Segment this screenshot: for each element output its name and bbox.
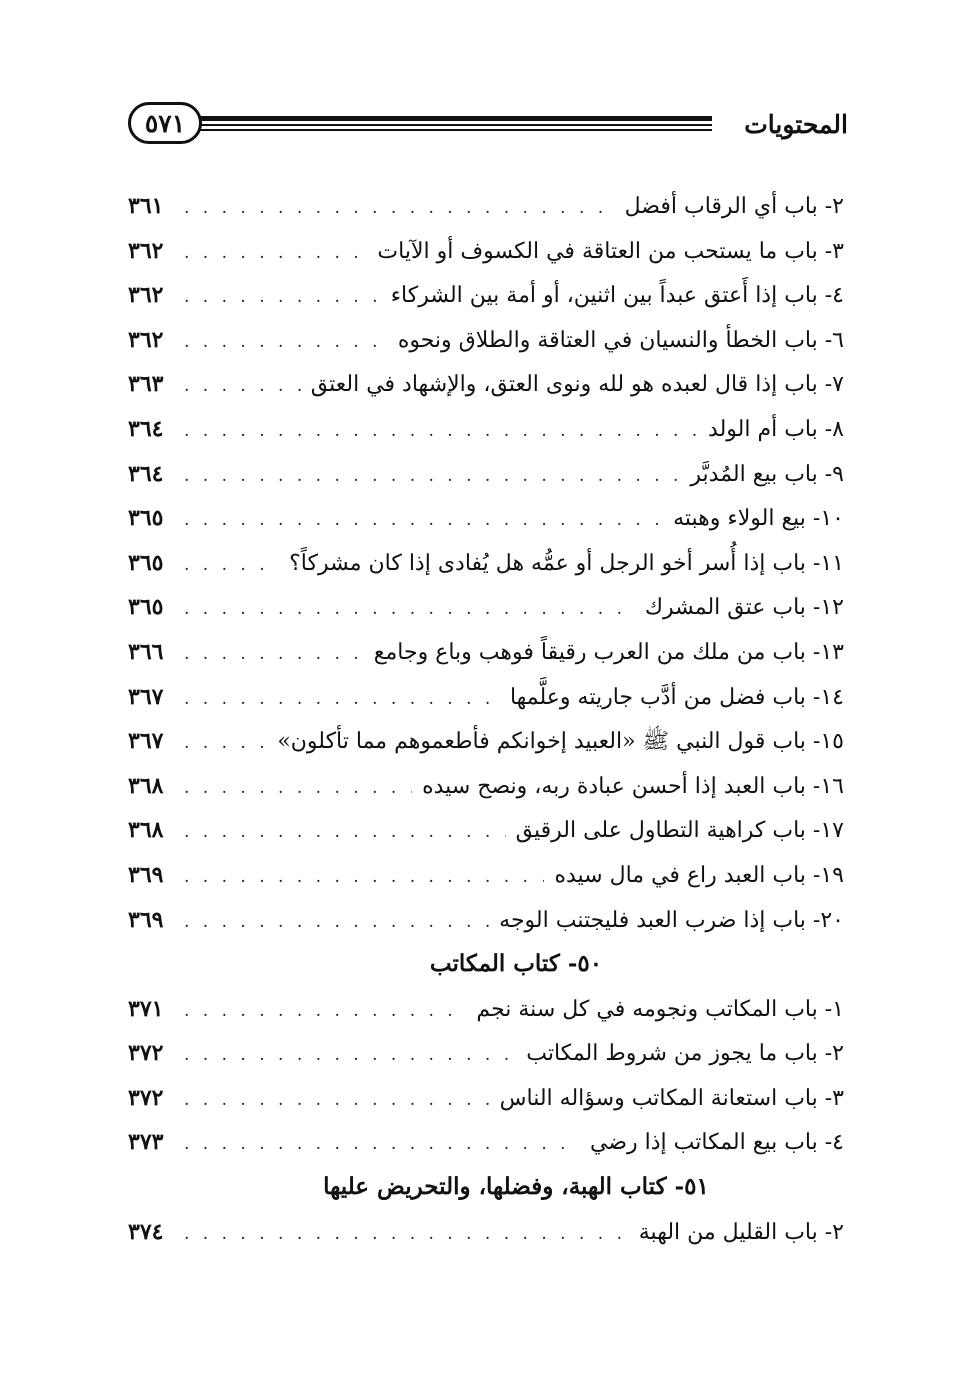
dot-leader [184,409,698,453]
toc-entry-page: ٣٦٨ [128,772,164,799]
toc-entry-label: ١٧- باب كراهية التطاول على الرقيق [515,818,844,844]
page-number: ٥٧١ [128,102,202,144]
dot-leader [184,364,301,408]
dot-leader [184,900,489,944]
toc-entry [128,541,844,586]
dot-leader [184,989,466,1033]
toc-entry-label: ١٢- باب عتق المشرك [644,595,844,621]
toc-entry-label: ١٩- باب العبد راع في مال سيده [554,862,844,888]
toc-entry-label: ٦- باب الخطأ والنسيان في العتاقة والطلاق ونحوه [397,327,844,353]
dot-leader [184,632,364,676]
toc-entry [128,808,844,853]
toc-entry-label: ١٦- باب العبد إذا أحسن عبادة ربه، ونصح سيده [422,773,844,799]
dot-leader [184,677,500,721]
toc-entry-label: ٣- باب استعانة المكاتب وسؤاله الناس [499,1085,844,1111]
toc-entry-page: ٣٦٩ [128,906,164,933]
toc-entry-page: ٣٧١ [128,995,164,1022]
toc-entry [128,1210,844,1255]
dot-leader [184,721,267,765]
toc-entry-label: ٨- باب أم الولد [708,416,844,442]
dot-leader [184,231,367,275]
toc-entry-label: ٢- باب ما يجوز من شروط المكاتب [526,1041,844,1067]
table-of-contents [128,184,844,1254]
toc-entry [128,452,844,497]
toc-entry-label: ٩- باب بيع المُدبَّر [690,461,844,487]
toc-entry-page: ٣٧٤ [128,1218,164,1245]
toc-entry-label: ١١- باب إذا أُسر أخو الرجل أو عمُّه هل يُفادى إذا كان مشركاً؟ [289,550,844,576]
toc-entry-page: ٣٦١ [128,193,164,219]
header-rule-thin [200,129,712,131]
running-title: المحتويات [744,110,848,139]
dot-leader [184,1033,516,1077]
toc-entry-label: ٤- باب بيع المكاتب إذا رضي [589,1130,844,1156]
toc-entry-page: ٣٦٥ [128,594,164,621]
toc-entry [128,1076,844,1121]
header-rule-thin [200,124,712,126]
toc-entry-page: ٣٦٧ [128,728,164,755]
header-rule-thick [200,116,712,121]
toc-entry-label: ٤- باب إذا أَعتق عبداً بين اثنين، أو أمة بين الشركاء [390,283,844,309]
toc-entry-label: ٢٠- باب إذا ضرب العبد فليجتنب الوجه [499,907,844,933]
toc-entry [128,362,844,407]
toc-entry-label: ١٥- باب قول النبي ﷺ «العبيد إخوانكم فأطعموهم مما تأكلون» [277,729,844,755]
chapter-heading: ٥٠- كتاب المكاتب [429,950,603,978]
dot-leader [184,275,381,319]
toc-entry [128,496,844,541]
toc-entry-label: ١٤- باب فضل من أدَّب جاريته وعلَّمها [509,684,844,710]
dot-leader [184,543,279,587]
toc-entry-page: ٣٦٢ [128,326,164,353]
toc-entry [128,318,844,363]
toc-entry [128,898,844,943]
toc-entry-page: ٣٧٢ [128,1040,164,1067]
toc-entry-label: ١- باب المكاتب ونجومه في كل سنة نجم [476,996,844,1022]
toc-entry-page: ٣٦٨ [128,817,164,844]
dot-leader [184,1212,629,1256]
toc-entry-page: ٣٦٤ [128,415,164,442]
dot-leader [184,498,663,542]
toc-entry [128,630,844,675]
toc-entry [128,1031,844,1076]
toc-entry-label: ٢- باب القليل من الهبة [638,1219,844,1245]
toc-entry-page: ٣٦٢ [128,237,164,264]
dot-leader [184,454,680,498]
header-rule [200,116,712,132]
toc-entry [128,853,844,898]
toc-entry [128,719,844,764]
dot-leader [184,186,615,230]
toc-entry [128,273,844,318]
toc-entry-label: ٣- باب ما يستحب من العتاقة في الكسوف أو الآيات [377,238,844,264]
toc-entry-page: ٣٧٢ [128,1084,164,1111]
dot-leader [184,320,388,364]
page-header [128,98,848,160]
dot-leader [184,1078,490,1122]
dot-leader [184,766,412,810]
toc-entry-page: ٣٦٥ [128,505,164,532]
toc-entry-page: ٣٦٢ [128,282,164,309]
toc-entry-label: ٢- باب أي الرقاب أفضل [624,194,844,219]
toc-entry-page: ٣٦٦ [128,638,164,665]
toc-entry [128,407,844,452]
dot-leader [184,1122,580,1166]
dot-leader [184,587,635,631]
toc-entry [128,585,844,630]
toc-entry-label: ٧- باب إذا قال لعبده هو لله ونوى العتق، والإشهاد في العتق [310,372,844,398]
toc-entry [128,764,844,809]
toc-entry [128,184,844,229]
toc-entry-page: ٣٦٩ [128,861,164,888]
toc-entry-page: ٣٦٣ [128,371,164,398]
toc-entry [128,987,844,1032]
dot-leader [184,810,506,854]
toc-entry [128,229,844,274]
toc-entry-page: ٣٧٣ [128,1129,164,1156]
toc-entry-page: ٣٦٥ [128,549,164,576]
toc-entry-label: ١٣- باب من ملك من العرب رقيقاً فوهب وباع وجامع [373,639,844,665]
toc-entry [128,675,844,720]
chapter-heading: ٥١- كتاب الهبة، وفضلها، والتحريض عليها [323,1173,709,1201]
toc-entry [128,1120,844,1165]
toc-entry-label: ١٠- بيع الولاء وهبته [673,506,844,532]
dot-leader [184,855,544,899]
toc-entry-page: ٣٦٧ [128,683,164,710]
toc-entry-page: ٣٦٤ [128,460,164,487]
